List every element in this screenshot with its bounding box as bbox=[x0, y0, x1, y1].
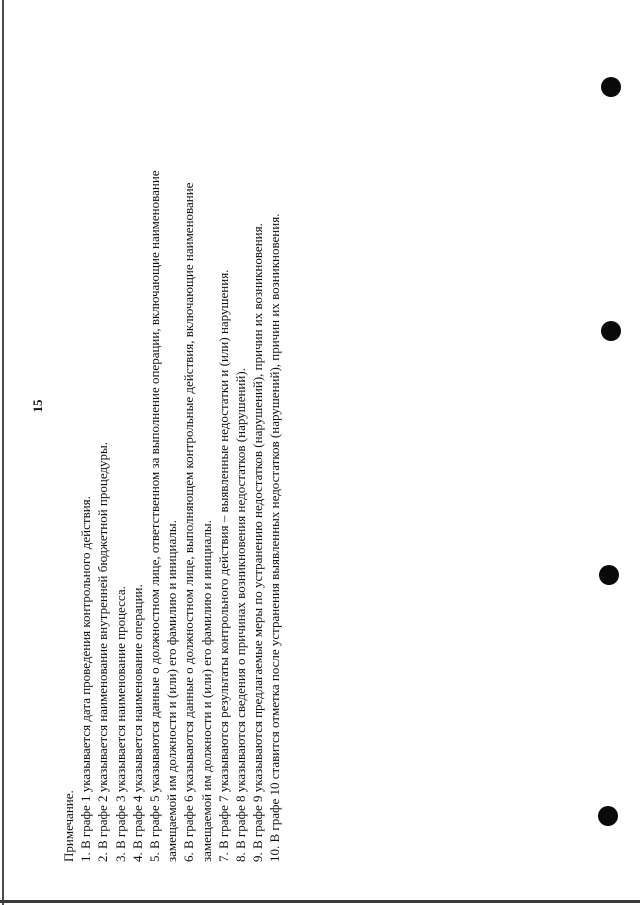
note-line: 4. В графе 4 указывается наименование операции. bbox=[129, 584, 145, 862]
note-line: замещаемой им должности и (или) его фамилию и инициалы. bbox=[164, 520, 180, 862]
note-line: 8. В графе 8 указываются сведения о причинах возникновения недостатков (нарушений). bbox=[233, 368, 249, 862]
page-bottom-edge bbox=[0, 900, 640, 903]
note-line: 9. В графе 9 указываются предлагаемые меры по устранению недостатков (нарушений), причин их возникновения. bbox=[250, 223, 266, 862]
note-block bbox=[60, 162, 284, 862]
note-line: 2. В графе 2 указывается наименование внутренней бюджетной процедуры. bbox=[95, 441, 111, 862]
page-left-edge bbox=[2, 0, 4, 905]
note-line: 6. В графе 6 указываются данные о должностном лице, выполняющем контрольные действия, включающие наименование bbox=[181, 182, 197, 862]
note-line: 10. В графе 10 ставится отметка после устранения выявленных недостатков (нарушений), причин их возникновения. bbox=[267, 213, 283, 862]
page-number: 15 bbox=[30, 399, 45, 413]
note-line: 1. В графе 1 указывается дата проведения контрольного действия. bbox=[78, 496, 94, 862]
note-line: 3. В графе 3 указывается наименование процесса. bbox=[112, 586, 128, 862]
note-line: 7. В графе 7 указываются результаты контрольного действия – выявленные недостатки и (или) нарушения. bbox=[215, 269, 231, 862]
punch-hole-2 bbox=[601, 321, 621, 341]
note-line: замещаемой им должности и (или) его фамилию и инициалы. bbox=[198, 520, 214, 862]
note-heading: Примечание. bbox=[61, 790, 76, 862]
note-line: 5. В графе 5 указываются данные о должностном лице, ответственном за выполнение операции, включающие наименование bbox=[147, 170, 163, 862]
punch-hole-1 bbox=[601, 77, 621, 97]
punch-hole-3 bbox=[599, 565, 619, 585]
punch-hole-4 bbox=[598, 806, 618, 826]
